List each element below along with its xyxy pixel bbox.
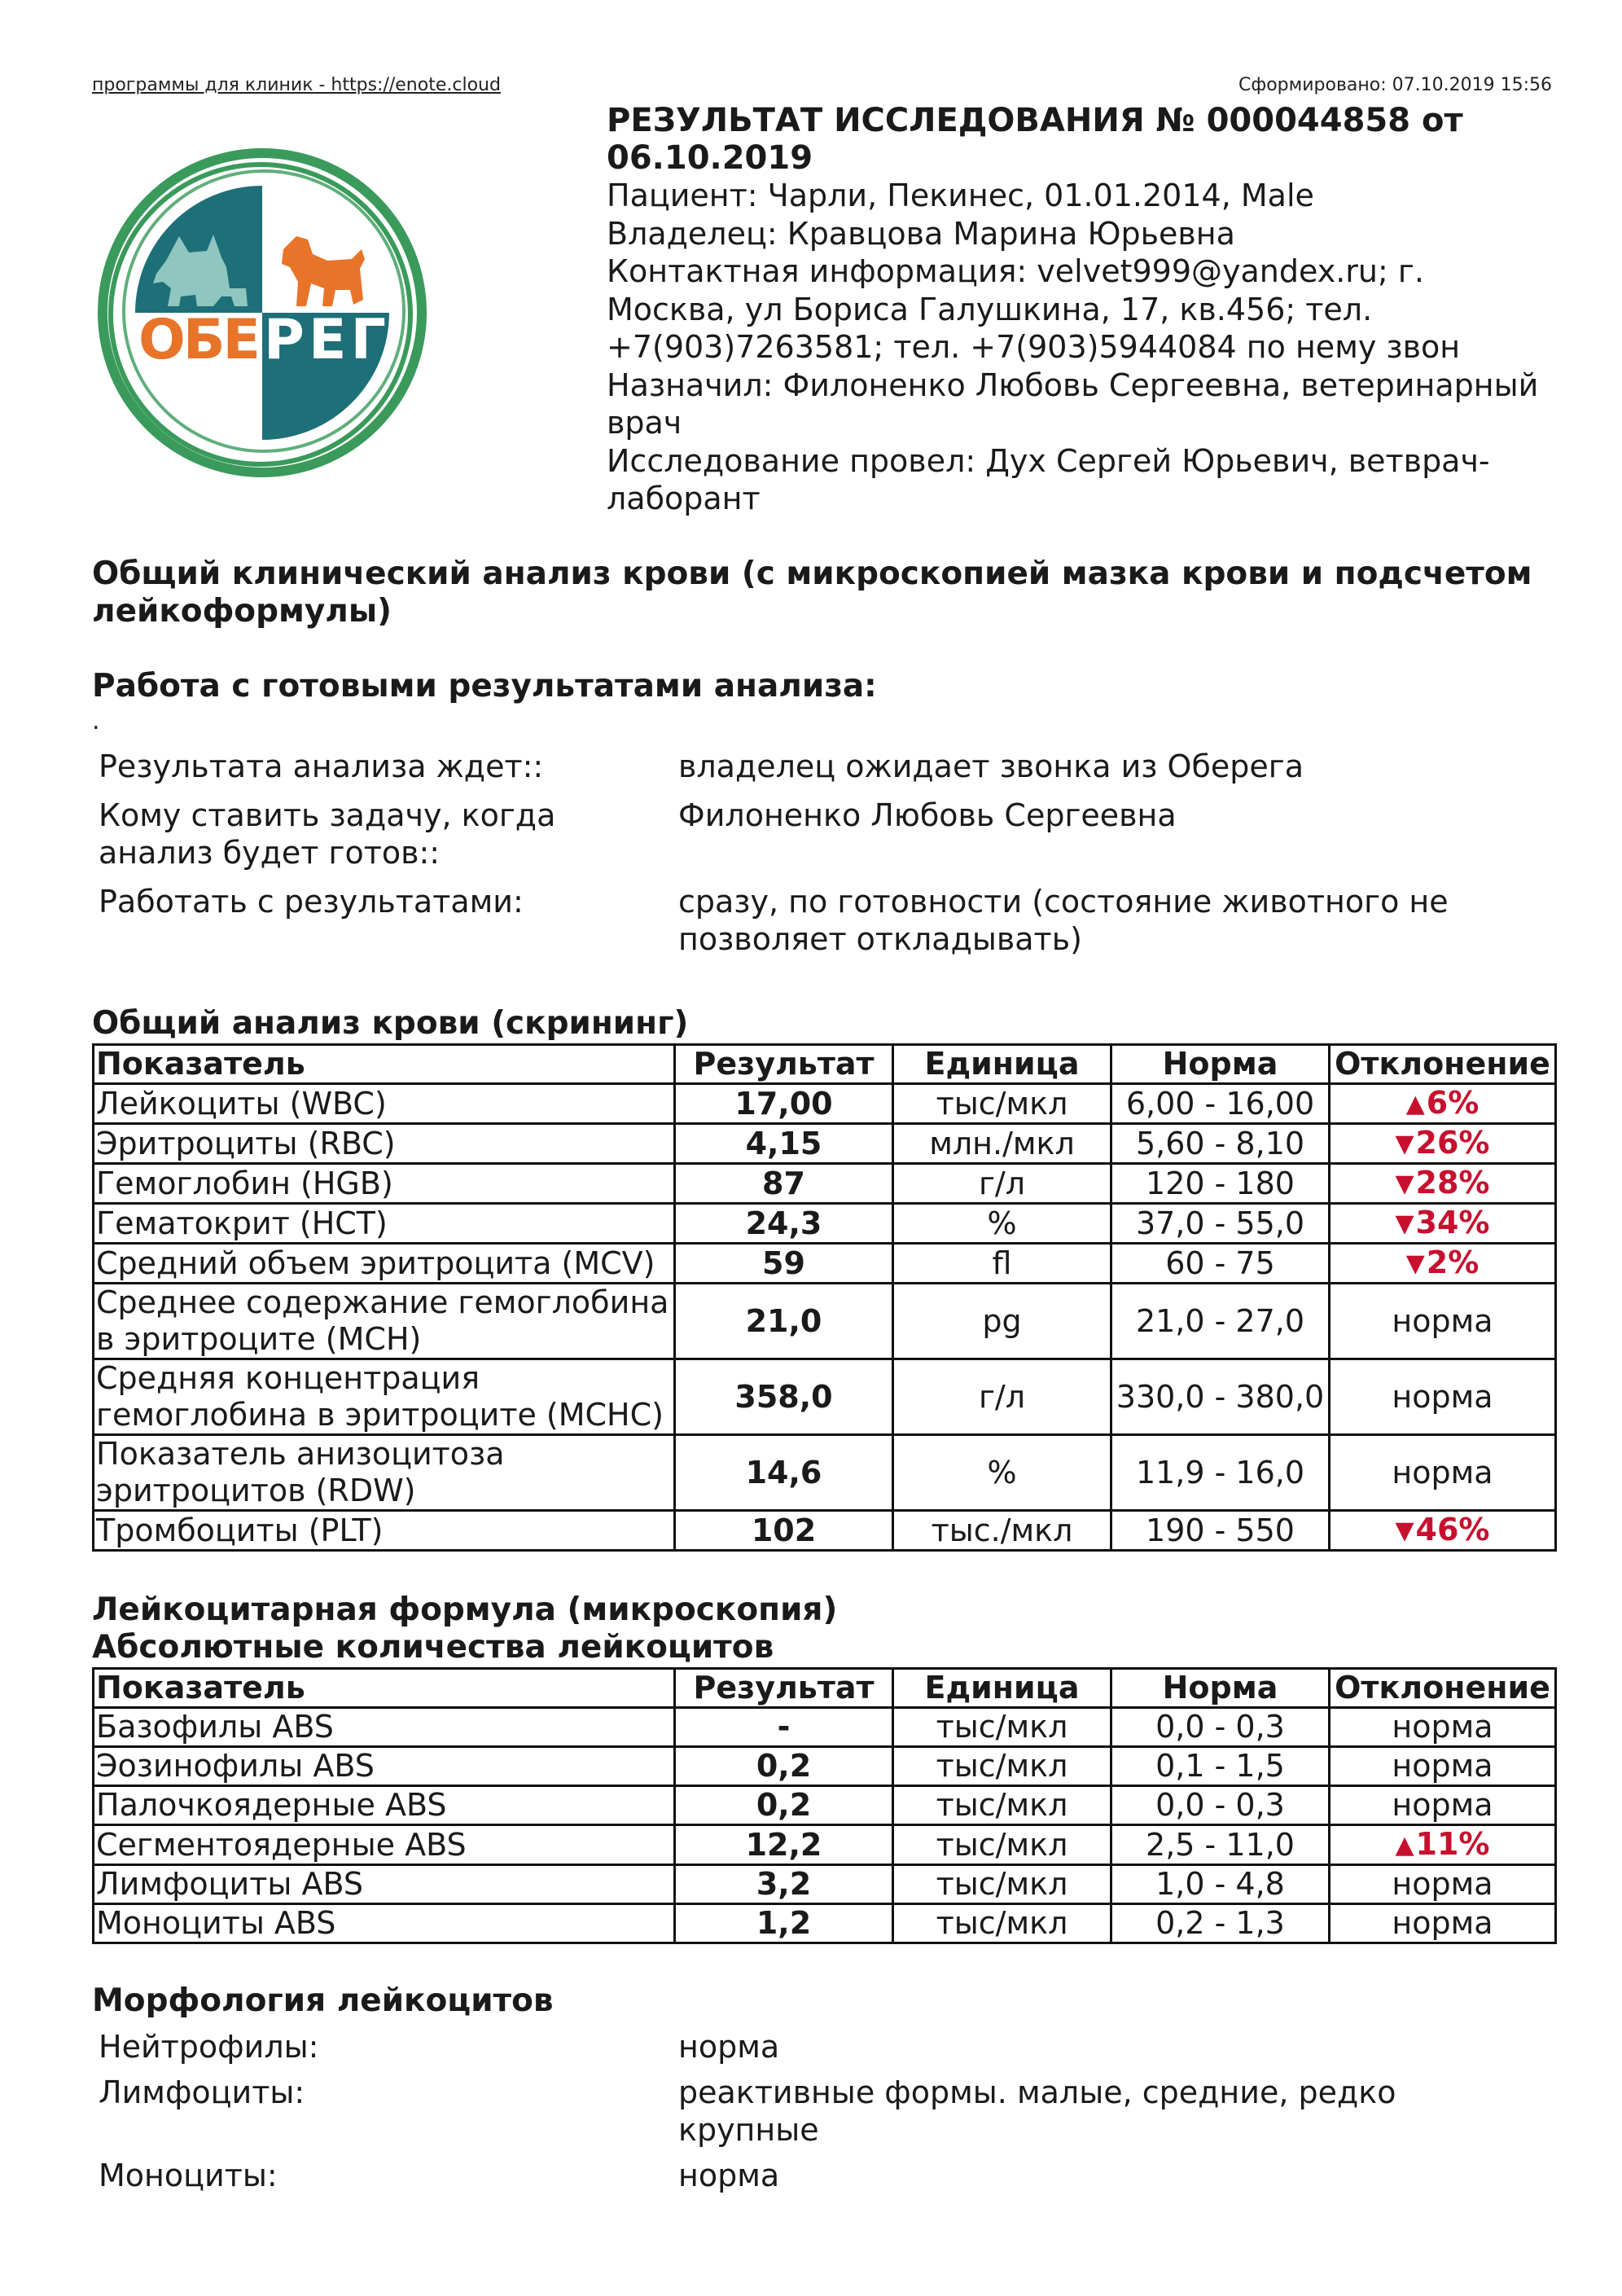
arrow-down-icon: ▼	[1395, 1170, 1414, 1198]
col-name-header: Показатель	[94, 1669, 675, 1708]
unit-cell: млн./мкл	[893, 1124, 1111, 1164]
col-unit-header: Единица	[893, 1045, 1111, 1084]
result-value-cell: 87	[675, 1164, 893, 1204]
report-title: РЕЗУЛЬТАТ ИССЛЕДОВАНИЯ № 000044858 от 06.10.2019	[607, 102, 1463, 177]
deviation-cell: норма	[1330, 1865, 1556, 1904]
result-value-cell: 21,0	[675, 1284, 893, 1359]
table-row	[94, 1435, 1556, 1511]
work-row	[92, 797, 1558, 871]
result-value-cell: 0,2	[675, 1747, 893, 1786]
indicator-name-cell: Средний объем эритроцита (MCV)	[94, 1244, 675, 1284]
indicator-name-cell: Лимфоциты ABS	[94, 1865, 675, 1904]
deviation-cell: норма	[1330, 1786, 1556, 1825]
work-value: Филоненко Любовь Сергеевна	[678, 797, 1177, 833]
result-value-cell: 17,00	[675, 1084, 893, 1124]
work-value: владелец ожидает звонка из Оберега	[678, 749, 1304, 784]
morphology-row	[92, 2074, 1558, 2149]
indicator-name-cell: Лейкоциты (WBC)	[94, 1084, 675, 1124]
morphology-row	[92, 2157, 1558, 2194]
unit-cell: %	[893, 1435, 1111, 1511]
deviation-flag	[1395, 1826, 1489, 1862]
result-value-cell: 3,2	[675, 1865, 893, 1904]
norm-range-cell: 190 - 550	[1111, 1511, 1330, 1551]
performed-by: Исследование провел: Дух Сергей Юрьевич, ветврач-лаборант	[607, 442, 1490, 516]
col-result-header: Результат	[675, 1045, 893, 1084]
cbc-table	[92, 1043, 1557, 1552]
table-row	[94, 1904, 1556, 1943]
contact-info: Контактная информация: velvet999@yandex.ru; г. Москва, ул Бориса Галушкина, 17, кв.456; тел. +7(903)7263581; тел. +7(903)5944084 по нему звон	[607, 253, 1461, 365]
arrow-down-icon: ▼	[1395, 1130, 1414, 1158]
indicator-name-cell: Моноциты ABS	[94, 1904, 675, 1943]
work-key: Работать с результатами:	[99, 884, 524, 920]
indicator-name-cell: Эритроциты (RBC)	[94, 1124, 675, 1164]
indicator-name-cell: Эозинофилы ABS	[94, 1747, 675, 1786]
deviation-value: 6%	[1426, 1085, 1480, 1121]
unit-cell: тыс/мкл	[893, 1747, 1111, 1786]
col-result-header: Результат	[675, 1669, 893, 1708]
indicator-name-cell: Палочкоядерные ABS	[94, 1786, 675, 1825]
svg-text:ОБЕ: ОБЕ	[138, 308, 261, 372]
table-row	[94, 1359, 1556, 1435]
leuko-title: Лейкоцитарная формула (микроскопия)	[92, 1591, 838, 1628]
deviation-flag	[1395, 1125, 1489, 1161]
deviation-value: 34%	[1415, 1205, 1490, 1240]
work-row	[92, 748, 1558, 785]
deviation-cell	[1330, 1244, 1556, 1284]
norm-range-cell: 0,0 - 0,3	[1111, 1786, 1330, 1825]
table-row	[94, 1865, 1556, 1904]
norm-range-cell: 330,0 - 380,0	[1111, 1359, 1330, 1435]
table-row	[94, 1244, 1556, 1284]
deviation-cell: норма	[1330, 1435, 1556, 1511]
result-value-cell: 59	[675, 1244, 893, 1284]
clinic-software-link[interactable]: программы для клиник - https://enote.cloud	[92, 75, 501, 95]
indicator-name-cell: Гемоглобин (HGB)	[94, 1164, 675, 1204]
deviation-cell: норма	[1330, 1904, 1556, 1943]
owner-info: Владелец: Кравцова Марина Юрьевна	[607, 215, 1235, 252]
unit-cell: г/л	[893, 1359, 1111, 1435]
morphology-value: реактивные формы. малые, средние, редко крупные	[678, 2074, 1396, 2148]
clinic-logo	[91, 145, 433, 481]
result-value-cell: 24,3	[675, 1204, 893, 1244]
deviation-flag	[1395, 1512, 1489, 1547]
work-section-list	[92, 748, 1558, 969]
indicator-name-cell: Средняя концентрация гемоглобина в эритроците (MCHC)	[94, 1359, 675, 1435]
unit-cell: тыс/мкл	[893, 1708, 1111, 1747]
result-value-cell: 102	[675, 1511, 893, 1551]
result-value-cell: 14,6	[675, 1435, 893, 1511]
norm-range-cell: 60 - 75	[1111, 1244, 1330, 1284]
col-deviation-header: Отклонение	[1330, 1045, 1556, 1084]
report-header	[607, 102, 1559, 518]
deviation-cell: норма	[1330, 1747, 1556, 1786]
deviation-value: 28%	[1415, 1165, 1490, 1201]
deviation-cell	[1330, 1511, 1556, 1551]
col-deviation-header: Отклонение	[1330, 1669, 1556, 1708]
indicator-name-cell: Тромбоциты (PLT)	[94, 1511, 675, 1551]
unit-cell: pg	[893, 1284, 1111, 1359]
analysis-title: Общий клинический анализ крови (с микроскопией мазка крови и подсчетом лейкоформулы)	[92, 555, 1532, 630]
cbc-title: Общий анализ крови (скрининг)	[92, 1005, 689, 1042]
deviation-value: 11%	[1415, 1826, 1490, 1862]
deviation-flag	[1406, 1085, 1480, 1121]
deviation-cell: норма	[1330, 1359, 1556, 1435]
indicator-name-cell: Среднее содержание гемоглобина в эритроците (MCH)	[94, 1284, 675, 1359]
leuko-header-row	[94, 1669, 1556, 1708]
norm-range-cell: 37,0 - 55,0	[1111, 1204, 1330, 1244]
norm-range-cell: 0,2 - 1,3	[1111, 1904, 1330, 1943]
unit-cell: %	[893, 1204, 1111, 1244]
cbc-header-row	[94, 1045, 1556, 1084]
table-row	[94, 1284, 1556, 1359]
unit-cell: fl	[893, 1244, 1111, 1284]
generated-timestamp: Сформировано: 07.10.2019 15:56	[1238, 75, 1552, 95]
deviation-value: 46%	[1415, 1512, 1490, 1547]
table-row	[94, 1204, 1556, 1244]
unit-cell: тыс/мкл	[893, 1904, 1111, 1943]
norm-range-cell: 2,5 - 11,0	[1111, 1825, 1330, 1865]
deviation-cell: норма	[1330, 1284, 1556, 1359]
prescribed-by: Назначил: Филоненко Любовь Сергеевна, ветеринарный врач	[607, 367, 1539, 441]
arrow-down-icon: ▼	[1405, 1249, 1425, 1278]
work-section-title: Работа с готовыми результатами анализа:	[92, 668, 877, 705]
table-row	[94, 1747, 1556, 1786]
table-row	[94, 1084, 1556, 1124]
deviation-cell	[1330, 1164, 1556, 1204]
deviation-cell	[1330, 1124, 1556, 1164]
col-norm-header: Норма	[1111, 1669, 1330, 1708]
col-unit-header: Единица	[893, 1669, 1111, 1708]
arrow-up-icon: ▲	[1405, 1090, 1425, 1118]
deviation-cell	[1330, 1825, 1556, 1865]
norm-range-cell: 6,00 - 16,00	[1111, 1084, 1330, 1124]
norm-range-cell: 5,60 - 8,10	[1111, 1124, 1330, 1164]
arrow-up-icon: ▲	[1395, 1831, 1414, 1859]
deviation-flag	[1395, 1205, 1489, 1240]
arrow-down-icon: ▼	[1395, 1209, 1414, 1238]
norm-range-cell: 120 - 180	[1111, 1164, 1330, 1204]
indicator-name-cell: Сегментоядерные ABS	[94, 1825, 675, 1865]
table-row	[94, 1825, 1556, 1865]
norm-range-cell: 0,0 - 0,3	[1111, 1708, 1330, 1747]
leuko-table	[92, 1667, 1557, 1944]
table-row	[94, 1511, 1556, 1551]
table-row	[94, 1708, 1556, 1747]
col-norm-header: Норма	[1111, 1045, 1330, 1084]
indicator-name-cell: Показатель анизоцитоза эритроцитов (RDW)	[94, 1435, 675, 1511]
norm-range-cell: 0,1 - 1,5	[1111, 1747, 1330, 1786]
result-value-cell: -	[675, 1708, 893, 1747]
col-name-header: Показатель	[94, 1045, 675, 1084]
unit-cell: тыс/мкл	[893, 1865, 1111, 1904]
morphology-key: Лимфоциты:	[99, 2074, 305, 2110]
morphology-key: Нейтрофилы:	[99, 2029, 319, 2065]
morphology-key: Моноциты:	[99, 2158, 278, 2193]
morphology-row	[92, 2028, 1558, 2066]
result-value-cell: 4,15	[675, 1124, 893, 1164]
result-value-cell: 358,0	[675, 1359, 893, 1435]
result-value-cell: 0,2	[675, 1786, 893, 1825]
arrow-down-icon: ▼	[1395, 1517, 1414, 1545]
work-key: Кому ставить задачу, когда анализ будет готов::	[99, 797, 556, 871]
morphology-value: норма	[678, 2029, 780, 2065]
morphology-value: норма	[678, 2158, 780, 2193]
deviation-value: 26%	[1415, 1125, 1490, 1161]
leuko-subtitle: Абсолютные количества лейкоцитов	[92, 1629, 774, 1666]
indicator-name-cell: Гематокрит (HCT)	[94, 1204, 675, 1244]
unit-cell: г/л	[893, 1164, 1111, 1204]
result-value-cell: 1,2	[675, 1904, 893, 1943]
unit-cell: тыс./мкл	[893, 1511, 1111, 1551]
indicator-name-cell: Базофилы ABS	[94, 1708, 675, 1747]
norm-range-cell: 21,0 - 27,0	[1111, 1284, 1330, 1359]
norm-range-cell: 11,9 - 16,0	[1111, 1435, 1330, 1511]
svg-text:РЕГ: РЕГ	[264, 308, 386, 372]
table-row	[94, 1164, 1556, 1204]
work-row	[92, 883, 1558, 958]
morphology-title: Морфология лейкоцитов	[92, 1982, 554, 2019]
deviation-value: 2%	[1426, 1245, 1480, 1280]
result-value-cell: 12,2	[675, 1825, 893, 1865]
deviation-cell	[1330, 1084, 1556, 1124]
deviation-cell	[1330, 1204, 1556, 1244]
work-value: сразу, по готовности (состояние животного не позволяет откладывать)	[678, 884, 1449, 957]
table-row	[94, 1786, 1556, 1825]
deviation-flag	[1395, 1165, 1489, 1201]
work-key: Результата анализа ждет::	[99, 749, 544, 784]
norm-range-cell: 1,0 - 4,8	[1111, 1865, 1330, 1904]
unit-cell: тыс/мкл	[893, 1084, 1111, 1124]
morphology-list	[92, 2028, 1558, 2206]
unit-cell: тыс/мкл	[893, 1786, 1111, 1825]
work-section-dot: .	[92, 707, 100, 735]
table-row	[94, 1124, 1556, 1164]
deviation-flag	[1406, 1245, 1480, 1280]
unit-cell: тыс/мкл	[893, 1825, 1111, 1865]
deviation-cell: норма	[1330, 1708, 1556, 1747]
patient-info: Пациент: Чарли, Пекинес, 01.01.2014, Male	[607, 178, 1314, 213]
